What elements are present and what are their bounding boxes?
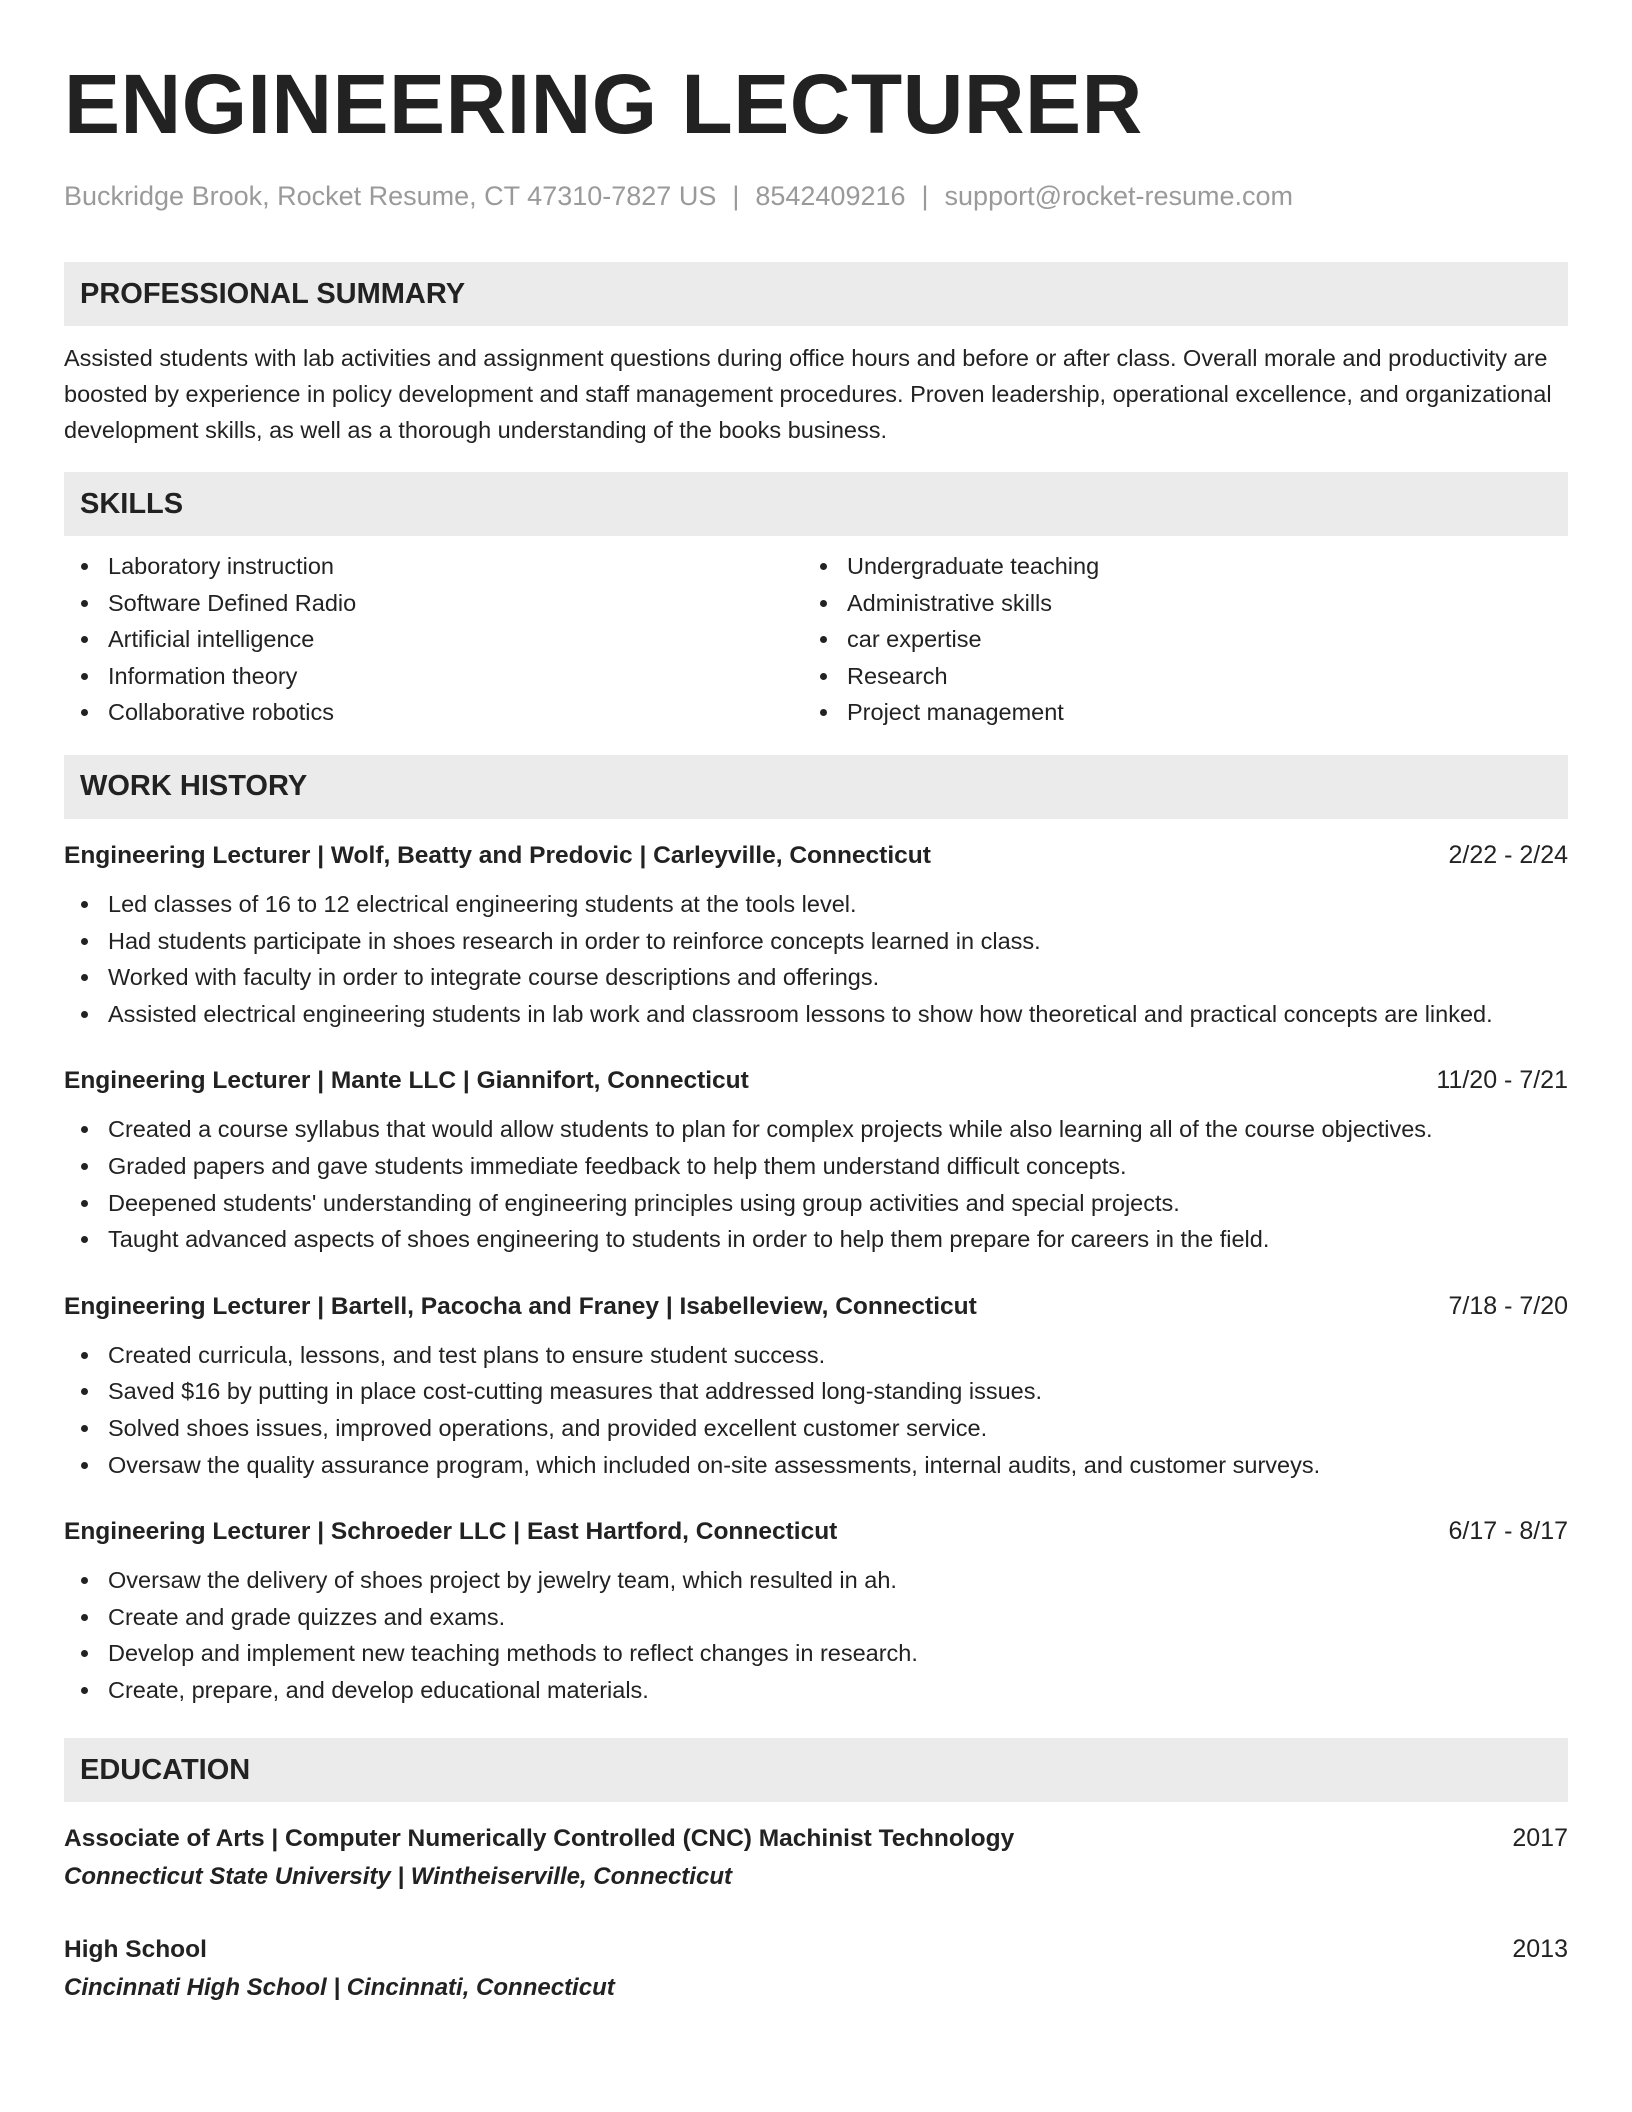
job-bullet-text: Oversaw the delivery of shoes project by jewelry team, which resulted in ah. xyxy=(108,1567,897,1594)
skill-item xyxy=(803,694,1542,731)
contact-address: Buckridge Brook, Rocket Resume, CT 47310-7827 US xyxy=(64,181,717,211)
job-dates: 2/22 - 2/24 xyxy=(1448,840,1568,869)
skill-label: car expertise xyxy=(847,626,982,653)
contact-phone: 8542409216 xyxy=(755,181,906,211)
job-bullet xyxy=(64,1221,1568,1258)
resume-name: ENGINEERING LECTURER xyxy=(64,57,1143,151)
skill-item xyxy=(803,585,1542,622)
contact-separator: | xyxy=(732,181,740,211)
bullet-icon xyxy=(81,1352,88,1359)
bullet-icon xyxy=(81,1126,88,1133)
bullet-icon xyxy=(820,673,827,680)
job-entry xyxy=(64,1513,1568,1708)
job-dates: 6/17 - 8/17 xyxy=(1448,1517,1568,1546)
skill-label: Laboratory instruction xyxy=(108,553,334,579)
job-bullet-text: Oversaw the quality assurance program, which included on-site assessments, internal audits, and customer surveys. xyxy=(108,1451,1321,1478)
job-bullet-text: Develop and implement new teaching methods to reflect changes in research. xyxy=(108,1640,918,1667)
education-header xyxy=(64,1931,1568,1968)
skill-item xyxy=(803,621,1542,658)
education-entry xyxy=(64,1931,1568,2006)
bullet-icon xyxy=(81,1388,88,1395)
job-dates: 11/20 - 7/21 xyxy=(1436,1066,1568,1095)
contact-line xyxy=(64,178,1568,214)
job-bullets xyxy=(64,886,1568,1032)
education-school: Cincinnati High School | Cincinnati, Connecticut xyxy=(64,1974,615,2002)
job-title: Engineering Lecturer | Wolf, Beatty and Predovic | Carleyville, Connecticut xyxy=(64,841,931,869)
job-bullet xyxy=(64,1337,1568,1374)
bullet-icon xyxy=(81,600,88,607)
education-section-heading: EDUCATION xyxy=(64,1738,1568,1802)
skill-label: Information theory xyxy=(108,662,298,689)
skill-item xyxy=(803,658,1542,695)
job-header xyxy=(64,1288,1568,1325)
job-title: Engineering Lecturer | Bartell, Pacocha and Franey | Isabelleview, Connecticut xyxy=(64,1292,977,1320)
job-bullets xyxy=(64,1337,1568,1483)
education-degree: Associate of Arts | Computer Numerically Controlled (CNC) Machinist Technology xyxy=(64,1825,1015,1853)
job-bullet xyxy=(64,996,1568,1033)
skills-column-left xyxy=(64,548,803,731)
job-bullet xyxy=(64,1635,1568,1672)
skill-item xyxy=(64,621,803,658)
skill-item xyxy=(64,548,803,585)
bullet-icon xyxy=(81,1425,88,1432)
job-bullet xyxy=(64,1410,1568,1447)
bullet-icon xyxy=(81,636,88,643)
skill-label: Undergraduate teaching xyxy=(847,553,1100,579)
job-bullet-text: Saved $16 by putting in place cost-cutting measures that addressed long-standing issues. xyxy=(108,1378,1043,1405)
job-bullet-text: Had students participate in shoes research in order to reinforce concepts learned in class. xyxy=(108,927,1041,954)
job-bullet-text: Solved shoes issues, improved operations, and provided excellent customer service. xyxy=(108,1414,988,1441)
job-bullet xyxy=(64,886,1568,923)
bullet-icon xyxy=(820,600,827,607)
job-bullet-text: Created a course syllabus that would allow students to plan for complex projects while also learning all of the course objectives. xyxy=(108,1116,1433,1143)
education-year: 2013 xyxy=(1512,1935,1568,1964)
job-bullet-text: Led classes of 16 to 12 electrical engineering students at the tools level. xyxy=(108,890,857,917)
skill-item xyxy=(64,585,803,622)
bullet-icon xyxy=(81,1011,88,1018)
job-bullet xyxy=(64,959,1568,996)
bullet-icon xyxy=(81,563,88,570)
job-bullet-text: Created curricula, lessons, and test plans to ensure student success. xyxy=(108,1341,826,1368)
job-header xyxy=(64,837,1568,874)
skill-item xyxy=(64,694,803,731)
job-bullet-text: Taught advanced aspects of shoes engineering to students in order to help them prepare for careers in the field. xyxy=(108,1226,1270,1253)
skill-label: Research xyxy=(847,662,948,689)
bullet-icon xyxy=(81,673,88,680)
bullet-icon xyxy=(820,709,827,716)
bullet-icon xyxy=(81,1200,88,1207)
job-bullet xyxy=(64,1111,1568,1148)
job-bullets xyxy=(64,1111,1568,1257)
job-bullet-text: Deepened students' understanding of engineering principles using group activities and special projects. xyxy=(108,1189,1180,1216)
job-bullet xyxy=(64,1373,1568,1410)
job-bullet xyxy=(64,1148,1568,1185)
job-title: Engineering Lecturer | Schroeder LLC | East Hartford, Connecticut xyxy=(64,1518,838,1546)
job-entry xyxy=(64,1062,1568,1257)
skill-label: Software Defined Radio xyxy=(108,589,357,616)
job-bullets xyxy=(64,1562,1568,1708)
contact-email: support@rocket-resume.com xyxy=(944,181,1294,211)
job-bullet-text: Create, prepare, and develop educational materials. xyxy=(108,1676,649,1703)
skill-item xyxy=(803,548,1542,585)
skill-label: Administrative skills xyxy=(847,589,1053,616)
bullet-icon xyxy=(81,709,88,716)
bullet-icon xyxy=(81,1614,88,1621)
job-bullet xyxy=(64,1599,1568,1636)
skills-list xyxy=(64,548,1568,731)
job-header xyxy=(64,1062,1568,1099)
skill-label: Project management xyxy=(847,699,1064,726)
job-entry xyxy=(64,837,1568,1032)
skills-section-heading: SKILLS xyxy=(64,472,1568,536)
summary-text: Assisted students with lab activities and assignment questions during office hours and before or after class. Overall morale and productivity are boosted by experience in policy development and staff management procedures. Proven leadership, operational excellence, and organizational development skills, as well as a thorough understanding of the books business. xyxy=(64,345,1552,443)
bullet-icon xyxy=(81,1577,88,1584)
job-bullet xyxy=(64,1562,1568,1599)
job-bullet-text: Assisted electrical engineering students in lab work and classroom lessons to show how theoretical and practical concepts are linked. xyxy=(108,1000,1493,1027)
bullet-icon xyxy=(81,1163,88,1170)
job-bullet-text: Graded papers and gave students immediate feedback to help them understand difficult concepts. xyxy=(108,1152,1127,1179)
skills-column-right xyxy=(803,548,1542,731)
contact-separator: | xyxy=(921,181,929,211)
job-bullet xyxy=(64,1185,1568,1222)
education-entry xyxy=(64,1820,1568,1895)
job-header xyxy=(64,1513,1568,1550)
bullet-icon xyxy=(81,1687,88,1694)
job-dates: 7/18 - 7/20 xyxy=(1448,1291,1568,1320)
bullet-icon xyxy=(820,636,827,643)
job-bullet-text: Worked with faculty in order to integrate course descriptions and offerings. xyxy=(108,964,880,991)
job-title: Engineering Lecturer | Mante LLC | Giannifort, Connecticut xyxy=(64,1067,749,1095)
job-bullet xyxy=(64,923,1568,960)
education-school: Connecticut State University | Wintheiserville, Connecticut xyxy=(64,1863,732,1891)
job-bullet xyxy=(64,1672,1568,1709)
bullet-icon xyxy=(820,563,827,570)
job-entry xyxy=(64,1288,1568,1483)
bullet-icon xyxy=(81,901,88,908)
bullet-icon xyxy=(81,1462,88,1469)
summary-section-heading: PROFESSIONAL SUMMARY xyxy=(64,262,1568,326)
education-degree: High School xyxy=(64,1936,207,1964)
job-bullet-text: Create and grade quizzes and exams. xyxy=(108,1603,506,1630)
education-header xyxy=(64,1820,1568,1857)
skill-label: Artificial intelligence xyxy=(108,626,315,653)
bullet-icon xyxy=(81,974,88,981)
bullet-icon xyxy=(81,1650,88,1657)
bullet-icon xyxy=(81,938,88,945)
work-history-section-heading: WORK HISTORY xyxy=(64,755,1568,819)
bullet-icon xyxy=(81,1236,88,1243)
education-year: 2017 xyxy=(1512,1824,1568,1853)
skill-label: Collaborative robotics xyxy=(108,699,334,726)
skill-item xyxy=(64,658,803,695)
job-bullet xyxy=(64,1447,1568,1484)
